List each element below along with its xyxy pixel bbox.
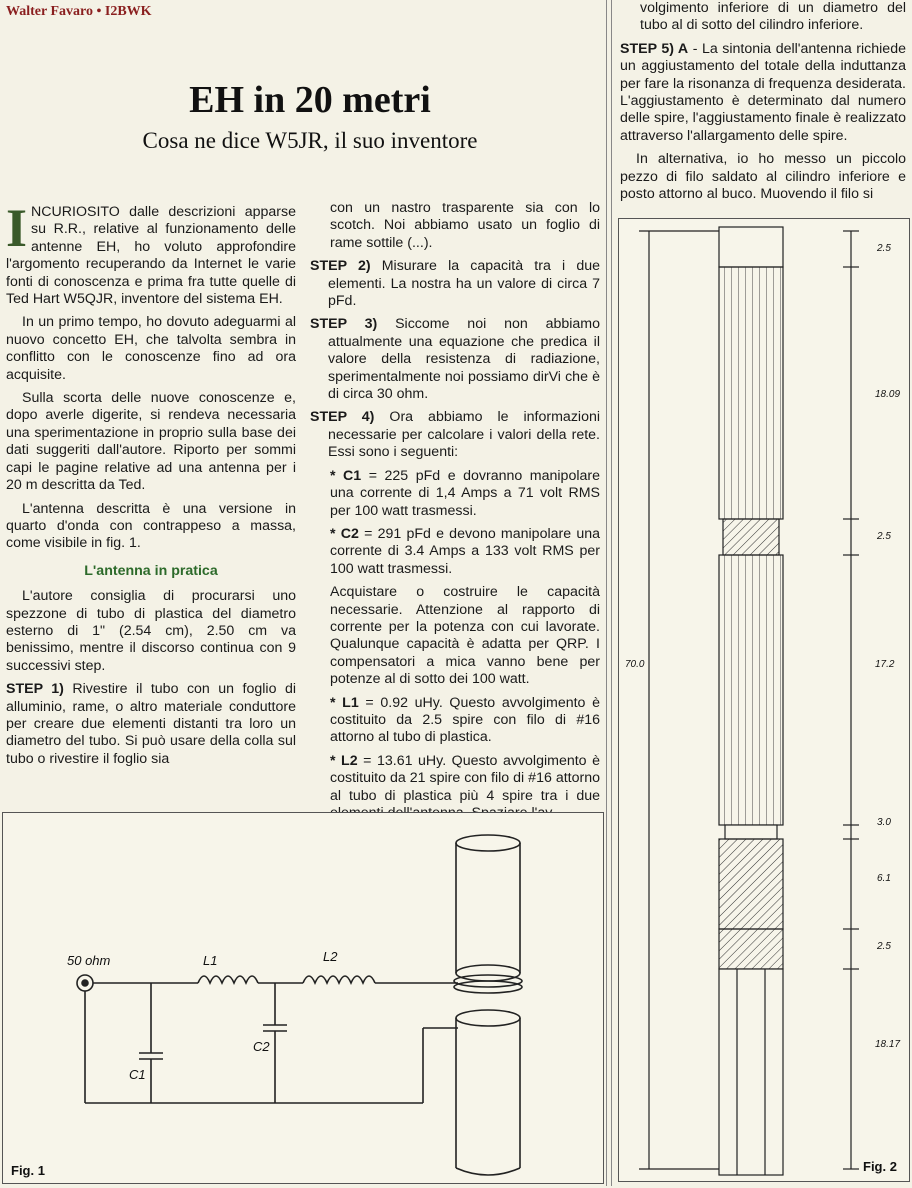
l1-value: * L1 = 0.92 uHy. Questo avvolgimento è costituito da 2.5 spire con filo di #16 attorno al tubo di plastica. <box>330 694 600 746</box>
text-column-1 <box>6 198 297 774</box>
text-column-2 <box>310 200 600 828</box>
paragraph: volgimento inferiore di un diametro del tubo al di sotto del cilindro inferiore. <box>640 0 906 34</box>
dim-top: 2.5 <box>877 243 891 254</box>
upper-cylinder <box>456 835 520 851</box>
intro-paragraph: INCURIOSITO dalle descrizioni apparse su R.R., relative al funzionamento delle antenne EH, ho voluto approfondire l'argomento recuperando da Internet le varie fonti di conoscenza e prima fra tutte quelle di Ted Hart W5QJR, inventore del sistema EH. <box>6 198 296 308</box>
drop-cap: I <box>6 198 28 258</box>
step-4: STEP 4) Ora abbiamo le informazioni necessarie per calcolare i valori della rete. Essi sono i seguenti: <box>310 409 601 461</box>
dim-upper: 18.09 <box>875 389 901 400</box>
paragraph: Acquistare o costruire le capacità necessarie. Attenzione al rapporto di corrente per la potenza con cui lavorate. Qualunque capacità è adatta per QRP. I compensatori a mica vanno bene per potenze al di sotto dei 100 watt. <box>330 584 600 688</box>
dim-coil: 6.1 <box>877 873 891 884</box>
l1-label: L1 <box>203 953 218 968</box>
dim-middle: 17.2 <box>875 659 895 670</box>
dim-bottom: 18.17 <box>875 1039 901 1050</box>
paragraph: In alternativa, io ho messo un piccolo pezzo di filo saldato al cilindro inferiore e posto attorno al buco. Muovendo il filo si <box>620 151 906 203</box>
antenna-dimension-drawing <box>619 219 909 1181</box>
dim-lower: 2.5 <box>877 941 891 952</box>
figure-caption: Fig. 2 <box>863 1159 897 1174</box>
text-column-3 <box>620 0 906 209</box>
circuit-diagram <box>3 813 603 1183</box>
article-title: EH in 20 metri <box>189 79 431 121</box>
c1-label: C1 <box>129 1067 146 1082</box>
c1-value: * C1 = 225 pFd e dovranno manipolare una corrente di 1,4 Amps a 71 volt RMS per 100 watt trasmessi. <box>330 467 600 519</box>
dim-connector: 3.0 <box>877 817 891 828</box>
figure-caption: Fig. 1 <box>11 1163 45 1178</box>
l2-value: * L2 = 13.61 uHy. Questo avvolgimento è costituito da 21 spire con filo di #16 attorno al tubo di plastica più 4 spire tra i due <box>330 752 600 804</box>
l2-label: L2 <box>323 949 338 964</box>
figure-2-antenna <box>618 218 910 1182</box>
author-byline: Walter Favaro • I2BWK <box>6 4 152 19</box>
step-1: STEP 1) Rivestire il tubo con un foglio di alluminio, rame, o altro materiale conduttore per creare due elementi distanti tra loro un diametro del tubo. Si può usare della colla sul tubo o rivestire il foglio sia <box>6 681 297 767</box>
step-2: STEP 2) Misurare la capacità tra i due elementi. La nostra ha un valore di circa 7 pFd. <box>310 258 600 310</box>
lower-cylinder <box>456 1010 520 1026</box>
dim-gap: 2.5 <box>877 531 891 542</box>
column-divider <box>606 0 607 1186</box>
paragraph: Sulla scorta delle nuove conoscenze e, dopo averle digerite, si rendeva necessaria una sperimentazione in proprio sulla base dei dati suggeriti dall'autore. Riporto per sommi capi le pagine relative ad una antenna per i 20 m descritta da Ted. <box>6 390 296 494</box>
article-subtitle: Cosa ne dice W5JR, il suo inventore <box>142 128 478 153</box>
paragraph: L'autore consiglia di procurarsi uno spezzone di tubo di plastica del diametro esterno di 1" (2.54 cm), 2.50 cm va benissimo, mentre il discorso continua con 9 successivi step. <box>6 588 296 674</box>
c2-value: * C2 = 291 pFd e devono manipolare una corrente di 3.4 Amps a 133 volt RMS per 100 watt trasmessi. <box>330 525 600 577</box>
column-divider <box>611 0 612 1186</box>
step-3: STEP 3) Siccome noi non abbiamo attualmente una equazione che predica il valore della resistenza di radiazione, sperimentalmente noi possiamo dirVi che è di circa 30 ohm. <box>310 316 600 403</box>
paragraph: con un nastro trasparente sia con lo scotch. Noi abbiamo usato un foglio di rame sottile (...). <box>330 200 600 251</box>
inductor-l2 <box>303 976 375 983</box>
section-heading: L'antenna in pratica <box>84 562 218 579</box>
paragraph: In un primo tempo, ho dovuto adeguarmi al nuovo concetto EH, che talvolta sembra in conflitto con le conoscenze fino ad ora acquisite. <box>6 314 296 383</box>
figure-1-circuit <box>2 812 604 1184</box>
inductor-l1 <box>198 976 258 983</box>
ohm-label: 50 ohm <box>67 953 111 968</box>
dim-total: 70.0 <box>625 659 645 670</box>
c2-label: C2 <box>253 1039 270 1054</box>
paragraph: L'antenna descritta è una versione in quarto d'onda con contrappeso a massa, come visibile in fig. 1. <box>6 500 296 552</box>
step-5: STEP 5) A - La sintonia dell'antenna richiede un aggiustamento del totale della induttanza per fare la risonanza di frequenza desiderata. L'aggiustamento è determinato dal numero delle spire, l'aggiustamento finale è realizzato attraverso l'allargamento delle spire. <box>620 40 906 144</box>
